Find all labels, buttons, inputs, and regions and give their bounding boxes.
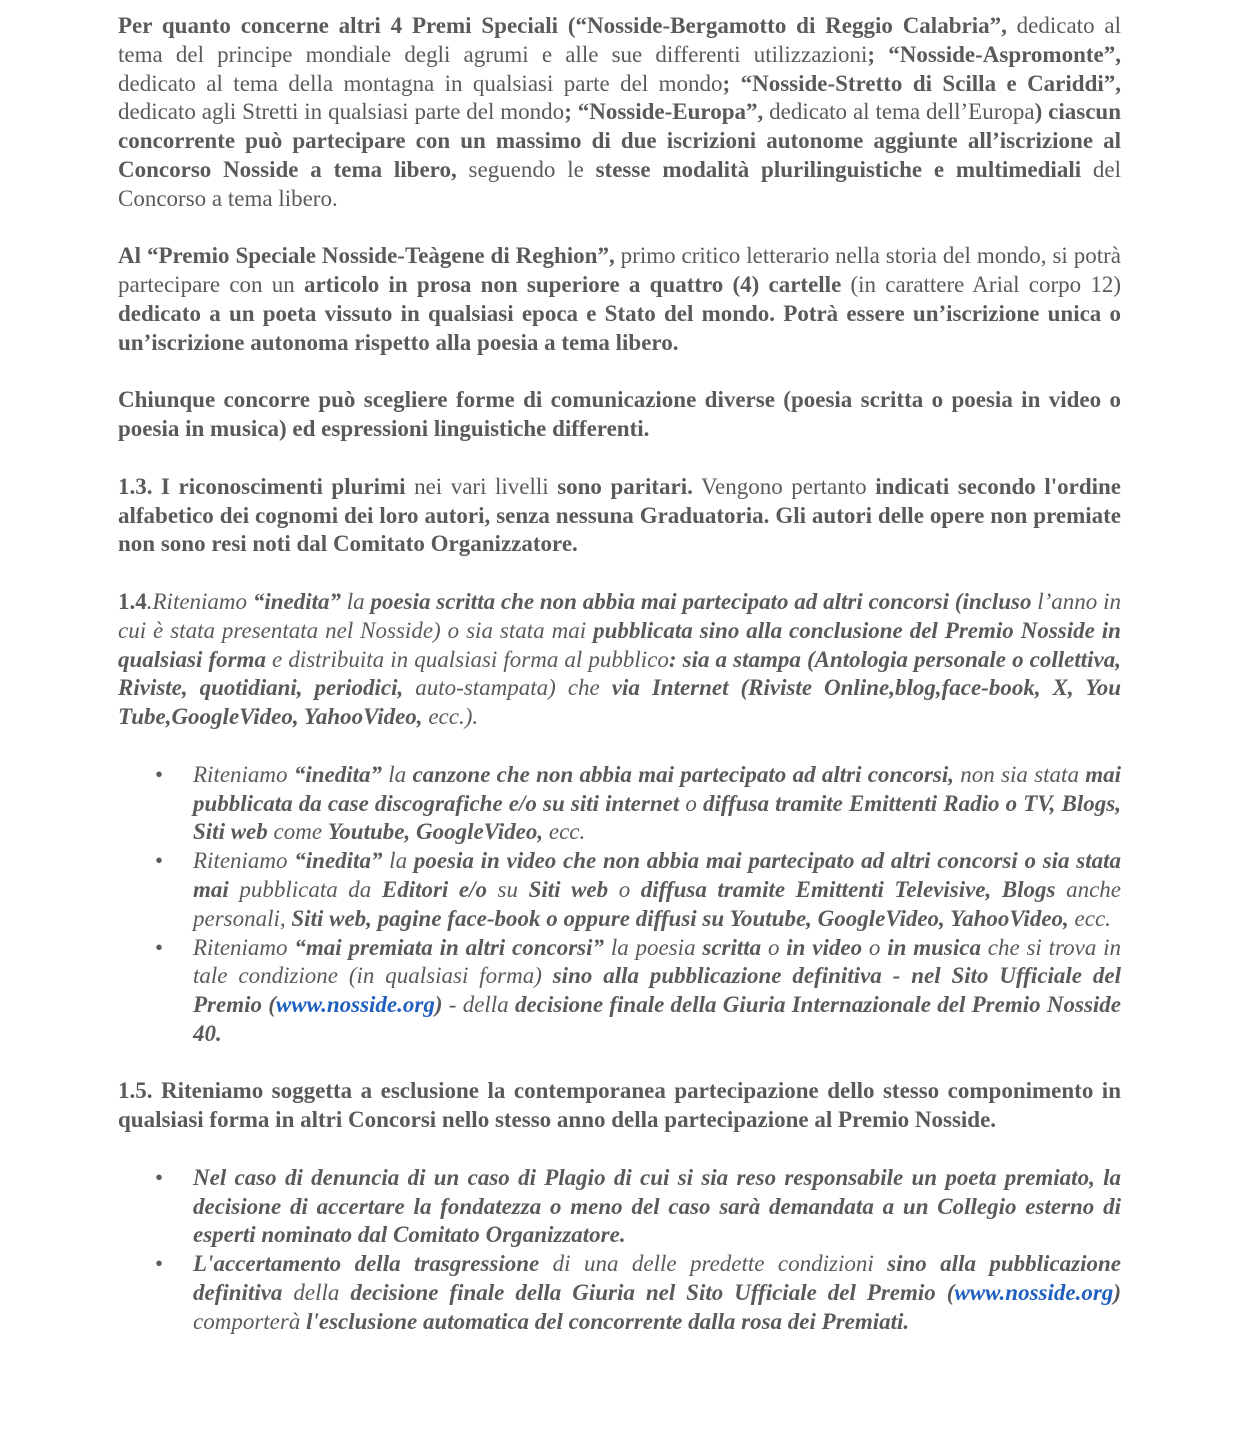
text: dedicato al tema dell’Europa xyxy=(763,99,1035,125)
text-italic: della xyxy=(282,1280,351,1306)
text-bold-italic: decisione finale della Giuria nel Sito Ufficiale del Premio xyxy=(350,1280,936,1306)
text-bold-italic: via Internet (Riviste Online,blog,face-book, X, You Tube,GoogleVideo, YahooVideo, xyxy=(118,675,1122,730)
text-bold-italic: poesia in video che non abbia mai partecipato ad altri concorsi o sia stata mai xyxy=(193,848,1122,902)
text-italic: la poesia xyxy=(604,934,703,960)
text-bold-italic: poesia scritta che non abbia mai partecipato ad altri concorsi (incluso xyxy=(370,588,1032,614)
text-bold-italic: Siti web xyxy=(528,876,609,902)
text: dedicato agli Stretti in qualsiasi parte del mondo xyxy=(118,99,565,125)
list-item-poesia-video xyxy=(193,847,1121,933)
text-italic: di una delle predette condizioni xyxy=(539,1251,888,1277)
text-bold-italic: ) xyxy=(434,992,443,1018)
text-italic: la xyxy=(382,848,414,874)
text-bold-italic: L'accertamento della trasgressione xyxy=(193,1251,540,1277)
text: nei vari livelli xyxy=(405,473,558,499)
text-bold: 1.5. Riteniamo soggetta a esclusione la contemporanea partecipazione dello stesso componimento in qualsiasi forma in altri Concorsi nello stesso anno della partecipazione al Premio Nosside. xyxy=(118,1078,1121,1133)
text: primo critico letterario nella storia del mondo, si potrà partecipare con un xyxy=(118,243,1121,298)
text-bold-italic: decisione finale della Giuria Internazionale del Premio Nosside 40. xyxy=(193,992,1121,1046)
text-italic: - della xyxy=(442,992,515,1018)
document-page xyxy=(118,12,1121,1365)
text-italic: l’anno in cui è stata presentata nel Nosside) o sia stata mai xyxy=(118,588,1121,643)
text: dedicato al tema del principe mondiale degli agrumi e alle sue differenti utilizzazioni xyxy=(118,13,1121,67)
text-bold: ; “Nosside-Stretto di Scilla e Cariddi”, xyxy=(722,70,1122,96)
section-number: 1.4 xyxy=(118,588,147,614)
text-bold: ; “Nosside-Europa”, xyxy=(564,99,764,125)
text-italic: o xyxy=(862,934,888,960)
text-bold: stesse modalità plurilinguistiche e multimediali xyxy=(595,156,1082,182)
text-bold-italic: “inedita” xyxy=(252,588,341,614)
text-bold: sono paritari. xyxy=(557,473,693,499)
text-bold-italic: sino alla pubblicazione definitiva xyxy=(193,1251,1121,1306)
text-italic: su xyxy=(486,876,529,902)
paragraph-1-4 xyxy=(118,588,1121,732)
text: del Concorso a tema libero. xyxy=(118,156,1121,211)
text-bold: 1.3. I riconoscimenti plurimi xyxy=(118,473,406,499)
text-bold-italic: “mai premiata in altri concorsi” xyxy=(294,934,605,960)
list-esclusione xyxy=(118,1164,1121,1337)
text-bold-italic: Editori e/o xyxy=(381,876,487,902)
text-bold: dedicato a un poeta vissuto in qualsiasi epoca e Stato del mondo. Potrà essere un’iscrizione unica o un’iscrizione autonoma rispetto alla poesia a tema libero. xyxy=(118,300,1121,355)
text-bold-italic: Siti web, pagine face-book o oppure diffusi su Youtube, GoogleVideo, YahooVideo, xyxy=(291,905,1069,931)
text-bold-italic: diffusa tramite Emittenti Televisive, Blogs xyxy=(640,876,1056,902)
text: (in carattere Arial corpo 12) xyxy=(841,272,1121,298)
text: Vengono pertanto xyxy=(692,473,876,499)
text-bold-italic: in video xyxy=(786,934,863,960)
text-italic: come xyxy=(267,819,328,845)
text-bold-italic: ( xyxy=(935,1280,955,1306)
text: seguendo le xyxy=(456,156,596,182)
text-bold-italic: diffusa tramite Emittenti Radio o TV, Blogs, Siti web xyxy=(193,790,1121,845)
list-item-mai-premiata xyxy=(193,934,1121,1049)
text-italic: la xyxy=(382,761,413,787)
list-item-plagio xyxy=(193,1164,1121,1250)
text-italic: auto-stampata) che xyxy=(403,675,612,701)
text-italic: .Riteniamo xyxy=(146,588,253,614)
text-bold-italic: l'esclusione automatica del concorrente dalla rosa dei Premiati. xyxy=(306,1308,910,1334)
text-bold-italic: mai pubblicata da case discografiche e/o su siti internet xyxy=(193,761,1122,816)
text-italic: non sia stata xyxy=(954,761,1086,787)
text-italic: pubblicata da xyxy=(228,876,382,902)
text-italic: la xyxy=(341,588,371,614)
text-bold-italic: in musica xyxy=(887,934,981,960)
paragraph-teagene xyxy=(118,242,1121,357)
text-bold-italic: “inedita” xyxy=(293,761,382,787)
text-italic: che si trova in tale condizione (in qualsiasi forma) xyxy=(193,934,1122,989)
text-italic: ecc. xyxy=(1068,905,1111,931)
text-italic: Riteniamo xyxy=(193,761,294,787)
text-bold-italic: sino alla pubblicazione definitiva - nel Sito Ufficiale del Premio ( xyxy=(193,963,1121,1018)
text-italic: e distribuita in qualsiasi forma al pubblico xyxy=(265,646,669,672)
text-bold: Per quanto concerne altri 4 Premi Speciali (“Nosside-Bergamotto di Reggio Calabria”, xyxy=(118,13,1007,38)
text-bold-italic: Youtube, GoogleVideo, xyxy=(327,819,544,845)
text-italic: ecc. xyxy=(543,819,586,845)
list-item-accertamento xyxy=(193,1250,1121,1336)
text-bold: Al “Premio Speciale Nosside-Teàgene di Reghion”, xyxy=(118,243,615,269)
nosside-site-link[interactable]: www.nosside.org xyxy=(954,1280,1114,1306)
text-bold-italic: “inedita” xyxy=(294,848,383,874)
list-inedita xyxy=(118,761,1121,1049)
text-bold-italic: : sia a stampa (Antologia personale o collettiva, Riviste, quotidiani, periodici, xyxy=(118,646,1121,701)
text-italic: o xyxy=(608,876,641,902)
text-italic: Riteniamo xyxy=(193,934,295,960)
text-bold-italic: canzone che non abbia mai partecipato ad altri concorsi, xyxy=(412,761,955,787)
text: dedicato al tema della montagna in qualsiasi parte del mondo xyxy=(118,70,723,96)
list-item-canzone xyxy=(193,761,1121,847)
text-italic: o xyxy=(761,934,787,960)
paragraph-1-5 xyxy=(118,1077,1121,1135)
text-italic: comporterà xyxy=(193,1308,307,1334)
text-bold-italic: ) xyxy=(1113,1280,1121,1306)
text-italic: anche personali, xyxy=(193,876,1121,931)
text-italic: o xyxy=(679,790,703,816)
text-bold: indicati secondo l'ordine alfabetico dei cognomi dei loro autori, senza nessuna Graduatoria. Gli autori delle opere non premiate non sono resi noti dal Comitato Organizzatore. xyxy=(118,473,1121,557)
text-bold: ; “Nosside-Aspromonte”, xyxy=(867,41,1122,67)
text-italic: Riteniamo xyxy=(193,848,295,874)
text-bold: Chiunque concorre può scegliere forme di comunicazione diverse (poesia scritta o poesia in video o poesia in musica) ed espressioni linguistiche differenti. xyxy=(118,387,1121,442)
text-bold: articolo in prosa non superiore a quattro (4) cartelle xyxy=(303,272,842,298)
paragraph-forme-comunicazione xyxy=(118,386,1121,444)
nosside-site-link[interactable]: www.nosside.org xyxy=(275,992,435,1018)
text-bold: ) ciascun concorrente può partecipare con un massimo di due iscrizioni autonome aggiunte all’iscrizione al Concorso Nosside a tema libero, xyxy=(118,99,1121,182)
paragraph-1-3 xyxy=(118,473,1121,559)
text-italic: ecc.). xyxy=(422,704,479,730)
text-bold-italic: pubblicata sino alla conclusione del Premio Nosside in qualsiasi forma xyxy=(118,617,1121,672)
text-bold-italic: scritta xyxy=(702,934,762,960)
paragraph-premi-speciali xyxy=(118,12,1121,214)
text-bold-italic: Nel caso di denuncia di un caso di Plagio di cui si sia reso responsabile un poeta premiato, la decisione di accertare la fondatezza o meno del caso sarà demandata a un Collegio esterno di esperti nominato dal Comitato Organizzatore. xyxy=(193,1164,1121,1248)
